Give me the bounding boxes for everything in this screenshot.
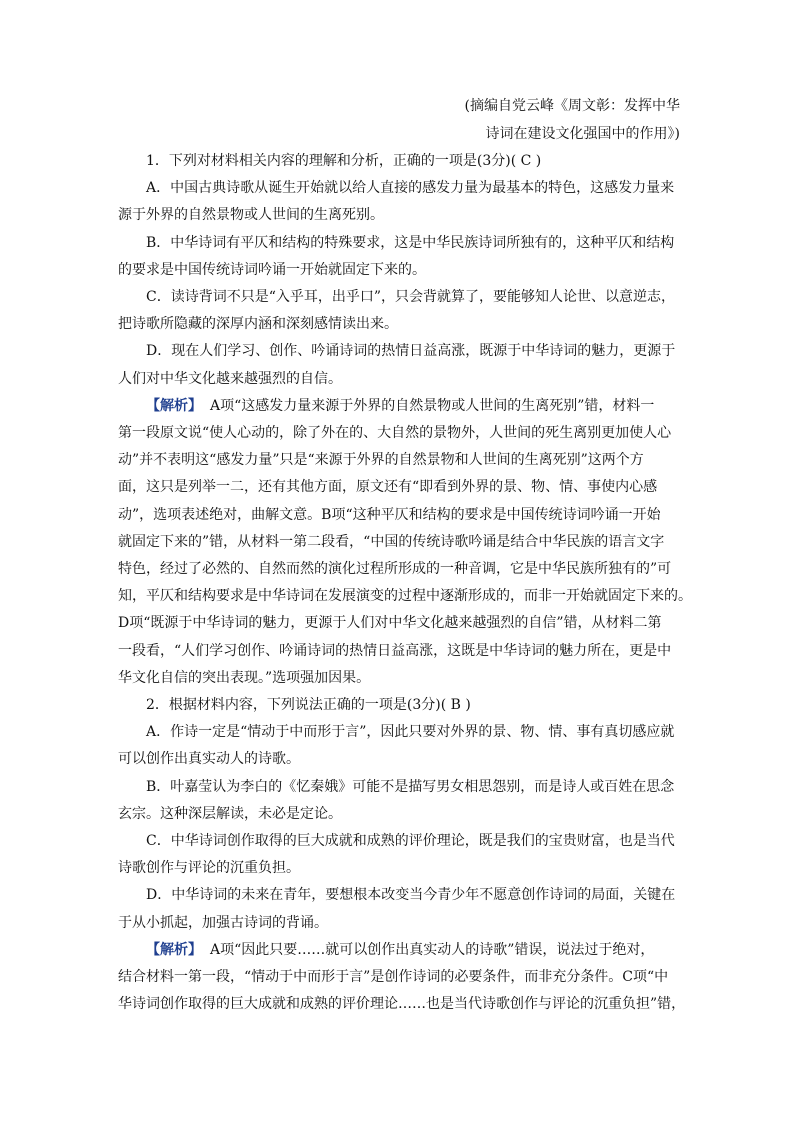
option-a-cont: 源于外界的自然景物或人世间的生离死别。 bbox=[118, 207, 384, 224]
option-d: D．现在人们学习、创作、吟诵诗词的热情日益高涨，既源于中华诗词的魅力，更源于 bbox=[146, 343, 676, 360]
analysis-line: D项“既源于中华诗词的魅力，更源于人们对中华文化越来越强烈的自信”错，从材料二第 bbox=[118, 615, 662, 632]
option-b: B．中华诗词有平仄和结构的特殊要求，这是中华民族诗词所独有的，这种平仄和结构 bbox=[146, 234, 675, 251]
analysis-line: 一段看，“人们学习创作、吟诵诗词的热情日益高涨，这既是中华诗词的魅力所在，更是中 bbox=[118, 642, 672, 659]
analysis-line: 第一段原文说“使人心动的，除了外在的、大自然的景物外，人世间的死生离别更加使人心 bbox=[118, 425, 672, 442]
analysis-tag: 【解析】 bbox=[146, 397, 202, 414]
question-stem: 1．下列对材料相关内容的理解和分析，正确的一项是(3分)( C ) bbox=[146, 153, 542, 169]
source-citation bbox=[118, 92, 680, 148]
analysis-line: 结合材料一第一段，“情动于中而形于言”是创作诗词的必要条件，而非充分条件。C项“中 bbox=[118, 969, 669, 986]
document-page bbox=[118, 92, 692, 1019]
analysis-line bbox=[118, 937, 680, 964]
option-c: C．中华诗词创作取得的巨大成就和成熟的评价理论，既是我们的宝贵财富，也是当代 bbox=[146, 833, 675, 850]
analysis-text: A项“因此只要……就可以创作出真实动人的诗歌”错误，说法过于绝对， bbox=[210, 941, 655, 958]
option-c-cont: 诗歌创作与评论的沉重负担。 bbox=[118, 860, 300, 877]
question-stem: 2．根据材料内容，下列说法正确的一项是(3分)( B ) bbox=[146, 697, 471, 714]
option-d-cont: 于从小抓起，加强古诗词的背诵。 bbox=[118, 914, 328, 931]
analysis-2 bbox=[118, 937, 686, 1019]
analysis-text: A项“这感发力量来源于外界的自然景物或人世间的生离死别”错，材料一 bbox=[210, 397, 655, 414]
source-line-1: (摘编自党云峰《周文彰：发挥中华 bbox=[464, 98, 680, 114]
option-c-cont: 把诗歌所隐藏的深厚内涵和深刻感情读出来。 bbox=[118, 316, 398, 333]
option-b-cont: 玄宗。这种深层解读，未必是定论。 bbox=[118, 805, 342, 822]
analysis-line: 华文化自信的突出表现。”选项强加因果。 bbox=[118, 669, 371, 686]
analysis-line: 知，平仄和结构要求是中华诗词在发展演变的过程中逐渐形成的，而非一开始就固定下来的。 bbox=[118, 588, 692, 605]
analysis-1 bbox=[118, 393, 692, 692]
analysis-tag: 【解析】 bbox=[146, 941, 202, 958]
option-c: C．读诗背词不只是“入乎耳，出乎口”，只会背就算了，要能够知人论世、以意逆志， bbox=[146, 289, 676, 306]
option-d-cont: 人们对中华文化越来越强烈的自信。 bbox=[118, 370, 342, 387]
analysis-line: 动”，选项表述绝对，曲解文意。B项“这种平仄和结构的要求是中国传统诗词吟诵一开始 bbox=[118, 506, 661, 523]
analysis-line: 面，这只是列举一二，还有其他方面，原文还有“即看到外界的景、物、情、事使内心感 bbox=[118, 479, 658, 496]
option-a: A．中国古典诗歌从诞生开始就以给人直接的感发力量为最基本的特色，这感发力量来 bbox=[146, 180, 675, 197]
option-b: B．叶嘉莹认为李白的《忆秦娥》可能不是描写男女相思怨别，而是诗人或百姓在思念 bbox=[146, 778, 675, 795]
question-2 bbox=[118, 692, 680, 937]
analysis-line: 华诗词创作取得的巨大成就和成熟的评价理论……也是当代诗歌创作与评论的沉重负担”错， bbox=[118, 996, 686, 1013]
option-b-cont: 的要求是中国传统诗词吟诵一开始就固定下来的。 bbox=[118, 261, 426, 278]
analysis-line: 特色，经过了必然的、自然而然的演化过程所形成的一种音调，它是中华民族所独有的”可 bbox=[118, 561, 672, 578]
analysis-line bbox=[118, 393, 680, 420]
option-a-cont: 可以创作出真实动人的诗歌。 bbox=[118, 751, 300, 768]
analysis-line: 动”并不表明这“感发力量”只是“来源于外界的自然景物和人世间的生离死别”这两个方 bbox=[118, 452, 644, 469]
question-1 bbox=[118, 148, 680, 393]
option-a: A．作诗一定是“情动于中而形于言”，因此只要对外界的景、物、情、事有真切感应就 bbox=[146, 724, 675, 741]
analysis-line: 就固定下来的”错，从材料一第二段看，“中国的传统诗歌吟诵是结合中华民族的语言文字 bbox=[118, 533, 665, 550]
source-line-2: 诗词在建设文化强国中的作用》) bbox=[485, 126, 680, 142]
option-d: D．中华诗词的未来在青年，要想根本改变当今青少年不愿意创作诗词的局面，关键在 bbox=[146, 887, 676, 904]
